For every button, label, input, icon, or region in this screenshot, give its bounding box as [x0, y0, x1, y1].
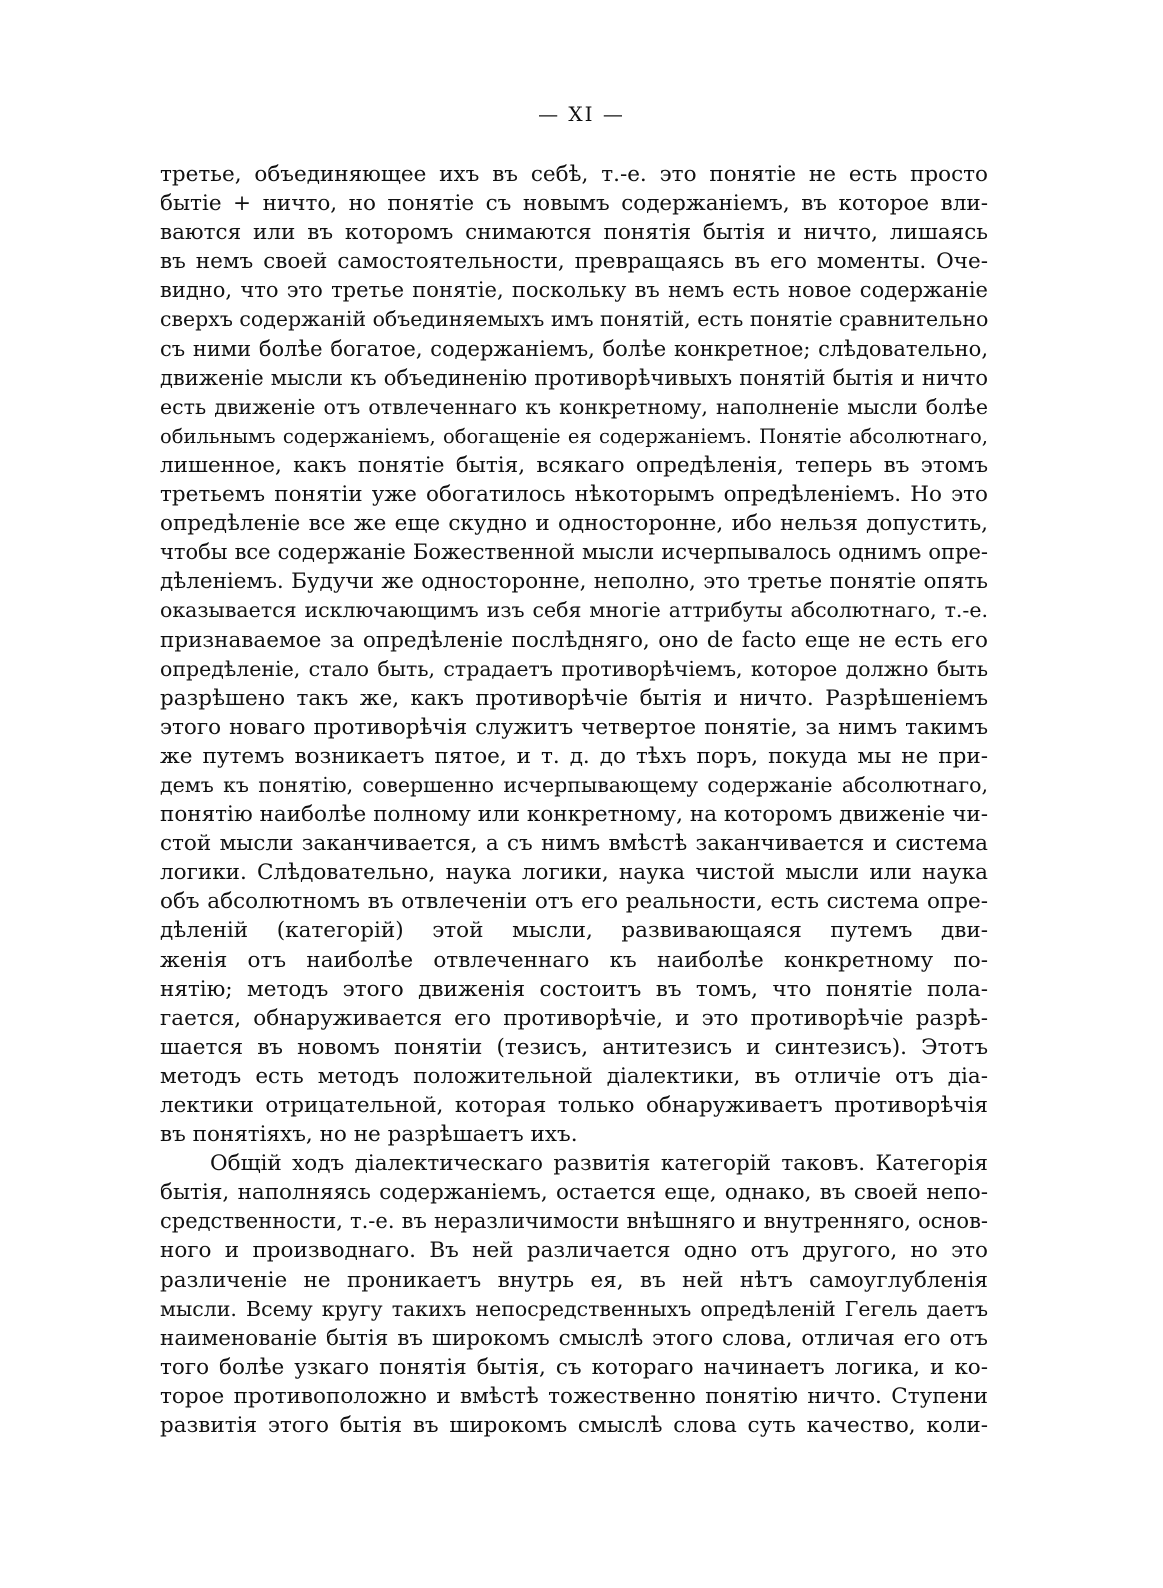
text-line: третьемъ понятіи уже обогатилось нѣкоторымъ опредѣленіемъ. Но это [160, 482, 988, 508]
text-line: бытіе + ничто, но понятіе съ новымъ содержаніемъ, въ которое вли- [160, 191, 988, 217]
text-line: обильнымъ содержаніемъ, обогащеніе ея содержаніемъ. Понятіе абсолютнаго, [160, 424, 988, 448]
text-line: методъ есть методъ положительной діалектики, въ отличіе отъ діа- [160, 1063, 988, 1089]
text-line: лектики отрицательной, которая только обнаруживаетъ противорѣчія [160, 1093, 988, 1118]
text-line: средственности, т.-е. въ неразличимости внѣшняго и внутренняго, основ- [160, 1209, 988, 1234]
text-line: признаваемое за опредѣленіе послѣдняго, оно de facto еще не есть его [160, 627, 988, 653]
text-line: дѣленіемъ. Будучи же односторонне, неполно, это третье понятіе опять [160, 569, 988, 595]
text-line: движеніе мысли къ объединенію противорѣчивыхъ понятій бытія и ничто [160, 365, 988, 390]
text-line: демъ къ понятію, совершенно исчерпывающему содержаніе абсолютнаго, [160, 772, 988, 797]
text-line: женія отъ наиболѣе отвлеченнаго къ наиболѣе конкретному по- [160, 947, 988, 973]
text-line: наименованіе бытія въ широкомъ смыслѣ этого слова, отличая его отъ [160, 1325, 988, 1351]
text-line: ного и производнаго. Въ ней различается одно отъ другого, но это [160, 1238, 988, 1264]
text-line: бытія, наполняясь содержаніемъ, остается еще, однако, въ своей непо- [160, 1180, 988, 1206]
text-line: мысли. Всему кругу такихъ непосредственныхъ опредѣленій Гегель даетъ [160, 1296, 988, 1321]
text-line: того болѣе узкаго понятія бытія, съ котораго начинаетъ логика, и ко- [160, 1354, 988, 1380]
text-line: съ ними болѣе богатое, содержаніемъ, болѣе конкретное; слѣдовательно, [160, 336, 988, 361]
text-line: дѣленій (категорій) этой мысли, развивающаяся путемъ дви- [160, 918, 988, 944]
text-line: шается въ новомъ понятіи (тезисъ, антитезисъ и синтезисъ). Этотъ [160, 1034, 988, 1060]
text-line: объ абсолютномъ въ отвлеченіи отъ его реальности, есть система опре- [160, 889, 988, 915]
text-line: же путемъ возникаетъ пятое, и т. д. до тѣхъ поръ, покуда мы не при- [160, 743, 988, 769]
text-line: торое противоположно и вмѣстѣ тожественно понятію ничто. Ступени [160, 1383, 988, 1409]
text-line: развитія этого бытія въ широкомъ смыслѣ слова суть качество, коли- [160, 1413, 988, 1439]
text-line: стой мысли заканчивается, а съ нимъ вмѣстѣ заканчивается и система [160, 831, 988, 857]
text-line: Общій ходъ діалектическаго развитія категорій таковъ. Категорія [210, 1151, 988, 1177]
text-line: сверхъ содержаній объединяемыхъ имъ понятій, есть понятіе сравнительно [160, 307, 988, 332]
text-line: третье, объединяющее ихъ въ себѣ, т.-е. это понятіе не есть просто [160, 162, 988, 187]
text-line: опредѣленіе все же еще скудно и односторонне, ибо нельзя допустить, [160, 511, 988, 537]
text-line: видно, что это третье понятіе, поскольку въ немъ есть новое содержаніе [160, 278, 988, 303]
text-line: гается, обнаруживается его противорѣчіе, и это противорѣчіе разрѣ- [160, 1005, 988, 1031]
text-line: опредѣленіе, стало быть, страдаетъ противорѣчіемъ, которое должно быть [160, 656, 988, 681]
text-line: есть движеніе отъ отвлеченнаго къ конкретному, наполненіе мысли болѣе [160, 394, 988, 419]
text-line: въ понятіяхъ, но не разрѣшаетъ ихъ. [160, 1122, 578, 1148]
text-line: чтобы все содержаніе Божественной мысли исчерпывалось однимъ опре- [160, 540, 988, 565]
text-line: оказывается исключающимъ изъ себя многіе аттрибуты абсолютнаго, т.-е. [160, 598, 988, 623]
text-line: ваются или въ которомъ снимаются понятія бытія и ничто, лишаясь [160, 220, 988, 246]
text-line: различеніе не проникаетъ внутрь ея, въ ней нѣтъ самоуглубленія [160, 1267, 988, 1293]
text-line: понятію наиболѣе полному или конкретному, на которомъ движеніе чи- [160, 802, 988, 828]
text-line: нятію; методъ этого движенія состоитъ въ томъ, что понятіе пола- [160, 976, 988, 1002]
text-line: логики. Слѣдовательно, наука логики, наука чистой мысли или наука [160, 860, 988, 886]
text-line: разрѣшено такъ же, какъ противорѣчіе бытія и ничто. Разрѣшеніемъ [160, 685, 988, 711]
page-number-header: — XI — [538, 102, 625, 126]
body-text [160, 160, 988, 1440]
text-line: лишенное, какъ понятіе бытія, всякаго опредѣленія, теперь въ этомъ [160, 452, 988, 478]
text-line: въ немъ своей самостоятельности, превращаясь въ его моменты. Оче- [160, 249, 988, 275]
text-line: этого новаго противорѣчія служитъ четвертое понятіе, за нимъ такимъ [160, 714, 988, 740]
